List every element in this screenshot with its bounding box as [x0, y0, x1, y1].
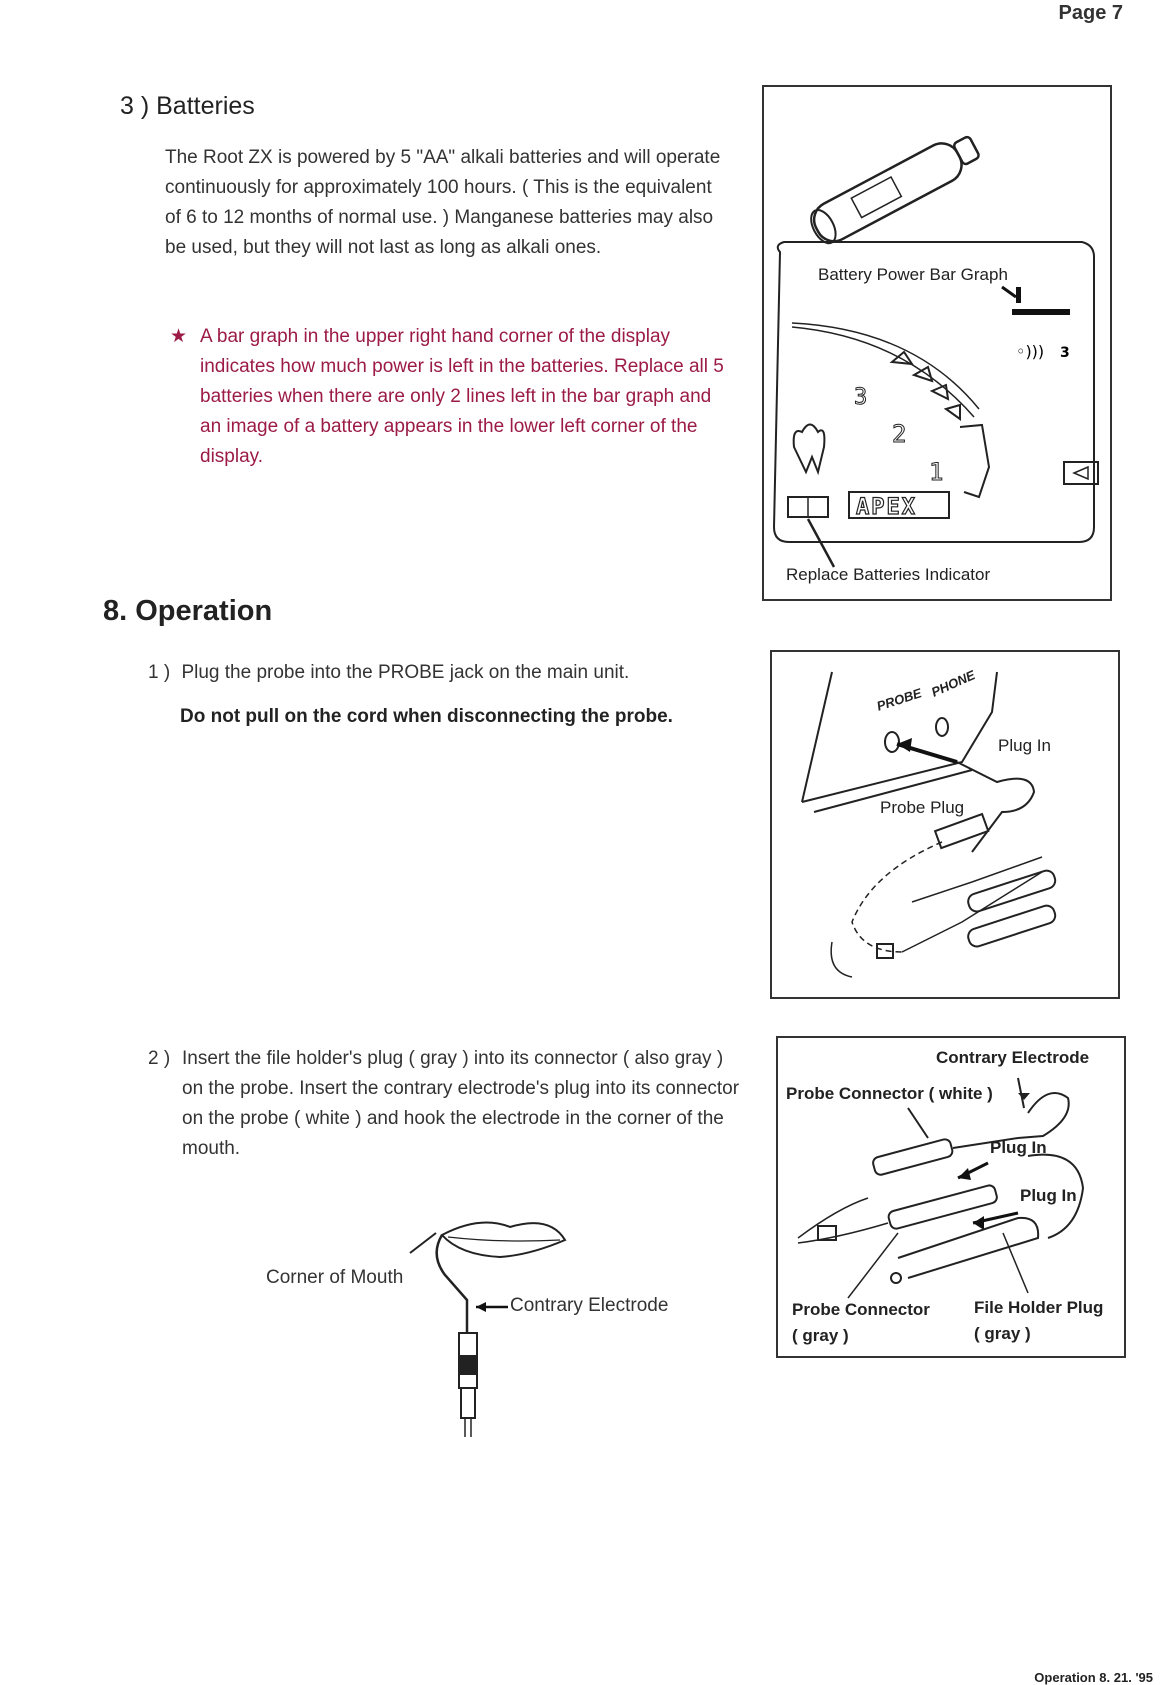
step-2-number: 2 ): [148, 1048, 171, 1069]
battery-display-illustration: [764, 87, 1110, 599]
svg-text:3: 3: [1060, 345, 1070, 361]
tooth-icon: [794, 425, 825, 473]
svg-text:2: 2: [892, 420, 907, 448]
probe-connector-gray-label: Probe Connector: [792, 1300, 930, 1319]
mouth-illustration: [260, 1215, 690, 1440]
page-number: Page 7: [1058, 2, 1123, 24]
star-icon: ★: [170, 326, 188, 347]
plug-in-label-1: Plug In: [990, 1138, 1047, 1157]
replace-batteries-label: Replace Batteries Indicator: [786, 565, 991, 584]
probe-connector-white-label: Probe Connector ( white ): [786, 1084, 993, 1103]
page-footer: Operation 8. 21. '95: [1034, 1670, 1153, 1685]
aa-battery-icon: [805, 129, 984, 249]
speaker-icon: ◦))): [1016, 342, 1045, 361]
svg-text:APEX: APEX: [856, 495, 917, 520]
step-1: [148, 662, 708, 684]
batteries-body: The Root ZX is powered by 5 "AA" alkali batteries and will operate continuously for approximately 100 hours. ( This is the equivalent of 6 to 12 months of normal use. ) Manganese batteries may also be used, but they will not last as long as alkali ones.: [165, 147, 721, 258]
battery-figure: [762, 85, 1112, 601]
plug-in-label: Plug In: [998, 736, 1051, 755]
step-1-number: 1 ): [148, 662, 171, 683]
bar-graph-label: Battery Power Bar Graph: [818, 265, 1008, 284]
probe-plug-label: Probe Plug: [880, 798, 965, 817]
file-holder-plug-sub: ( gray ): [974, 1324, 1031, 1343]
mouth-figure: [260, 1215, 690, 1440]
contrary-electrode-fig-label: Contrary Electrode: [936, 1048, 1090, 1067]
batteries-heading: 3 ) Batteries: [120, 92, 255, 120]
operation-heading: 8. Operation: [103, 595, 273, 627]
phone-jack-label: PHONE: [928, 667, 978, 700]
bar-graph-icon: [1012, 309, 1070, 315]
probe-jack-label: PROBE: [874, 685, 924, 714]
connector-figure: [776, 1036, 1126, 1358]
probe-plug-illustration: [772, 652, 1118, 997]
corner-of-mouth-label: Corner of Mouth: [266, 1267, 404, 1288]
battery-note-text: A bar graph in the upper right hand corner of the display indicates how much power is left in the batteries. Replace all 5 batteries when there are only 2 lines left in the bar graph and an image of a battery appears in the lower left corner of the display.: [200, 326, 724, 467]
file-holder-plug-label: File Holder Plug: [974, 1298, 1104, 1317]
step-1-warning: Do not pull on the cord when disconnecting the probe.: [180, 706, 673, 727]
svg-text:3: 3: [854, 385, 868, 410]
plug-in-label-2: Plug In: [1020, 1186, 1077, 1205]
step-2-text: Insert the file holder's plug ( gray ) into its connector ( also gray ) on the probe. Insert the contrary electrode's plug into its connector on the probe ( white ) and hook the electrode in the corner of the mouth.: [182, 1048, 740, 1159]
probe-plug-figure: [770, 650, 1120, 999]
step-1-text: Plug the probe into the PROBE jack on the main unit.: [181, 662, 630, 683]
contrary-electrode-label: Contrary Electrode: [510, 1295, 669, 1316]
probe-connector-gray-sub: ( gray ): [792, 1326, 849, 1345]
svg-text:1: 1: [929, 458, 944, 486]
